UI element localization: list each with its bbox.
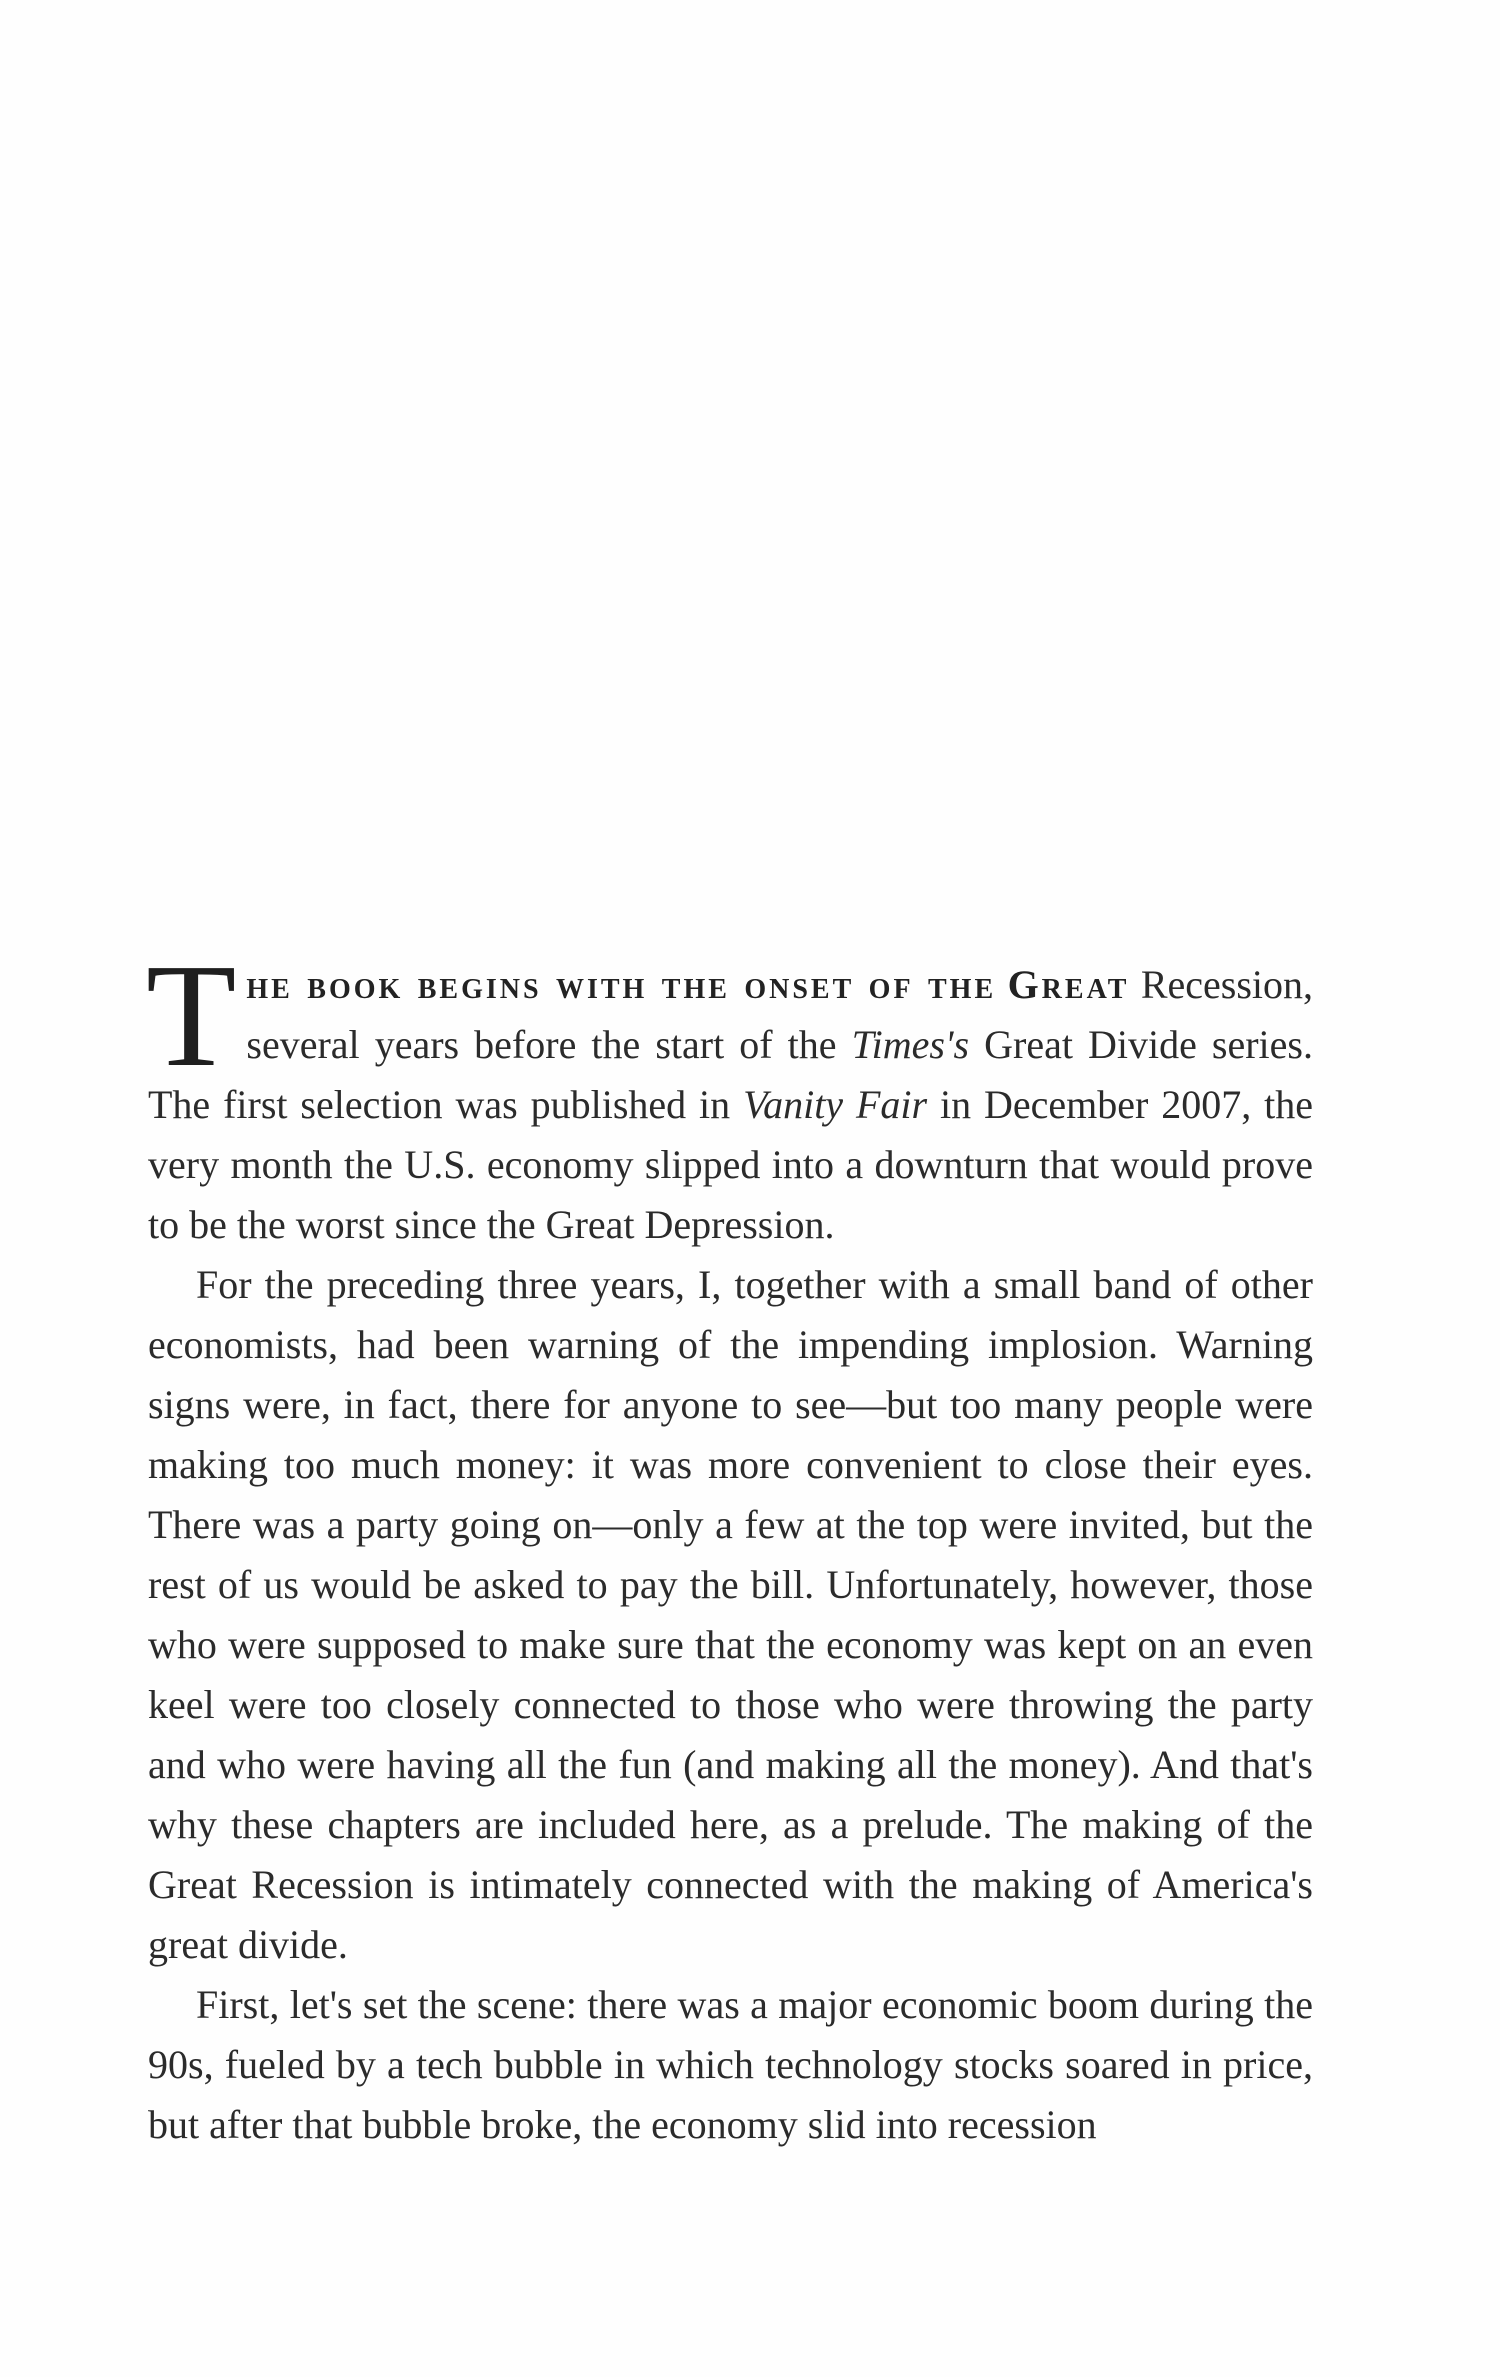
paragraph-2: For the preceding three years, I, together with a small band of other economists, had been warning of the impending implosion. Warning signs were, in fact, there for anyone to see—but too many people were making too much money: it was more convenient to close their eyes. There was a party going on—only a few at the top were invited, but the rest of us would be asked to pay the bill. Unfortunately, however, those who were supposed to make sure that the economy was kept on an even keel were too closely connected to those who were throwing the party and who were having all the fun (and making all the money). And that's why these chapters are included here, as a prelude. The making of the Great Recession is intimately connected with the making of America's great divide. xyxy=(148,1262,1313,1967)
drop-cap: T xyxy=(146,934,237,1098)
opening-text-a: Recession, several years before the start of the xyxy=(246,962,1314,1067)
opening-text-c: in December 2007, the very month the U.S. economy slipped into a downturn that would prove to be the worst since the Great Depression. xyxy=(148,1082,1314,1247)
lead-in-word: Great xyxy=(1007,962,1130,1007)
lead-in-smallcaps: he book begins with the onset of the xyxy=(246,962,997,1007)
opening-paragraph xyxy=(146,934,1314,1255)
italic-vanity-fair: Vanity Fair xyxy=(743,1082,928,1127)
opening-text-b: Great Divide series. The first selection was published in xyxy=(148,1022,1313,1127)
paragraph-3: First, let's set the scene: there was a major economic boom during the 90s, fueled by a tech bubble in which technology stocks soared in price, but after that bubble broke, the economy slid into recession xyxy=(148,1982,1313,2147)
body-text xyxy=(146,934,1314,2155)
italic-times: Times's xyxy=(851,1022,970,1067)
